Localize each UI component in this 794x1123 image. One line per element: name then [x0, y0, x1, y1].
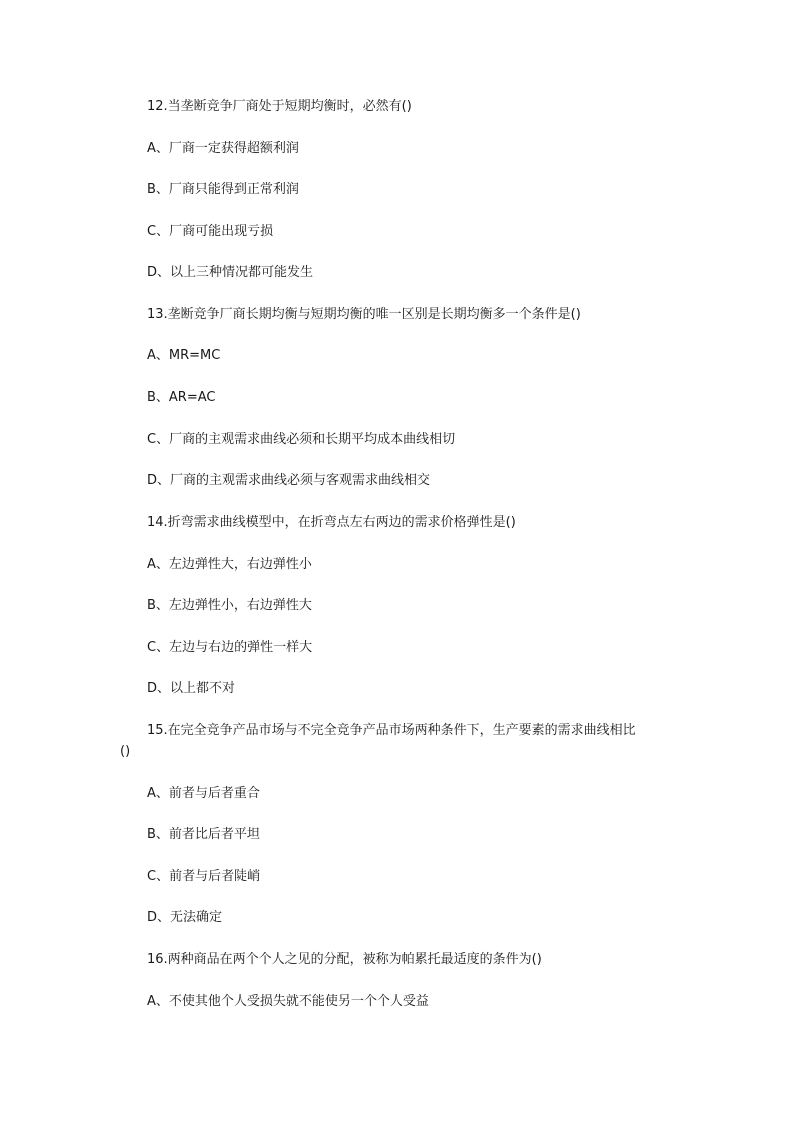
- question-12-stem: 12.当垄断竞争厂商处于短期均衡时，必然有(): [147, 99, 412, 114]
- question-14-option-a: A、左边弹性大，右边弹性小: [147, 557, 312, 572]
- question-12-option-c: C、厂商可能出现亏损: [147, 224, 274, 239]
- question-15-option-a: A、前者与后者重合: [147, 786, 260, 801]
- question-15-stem-continuation: (): [120, 744, 131, 759]
- question-12-option-d: D、以上三种情况都可能发生: [147, 265, 314, 280]
- question-15-option-b: B、前者比后者平坦: [147, 827, 260, 842]
- question-14-option-b: B、左边弹性小，右边弹性大: [147, 598, 312, 613]
- question-13-stem: 13.垄断竞争厂商长期均衡与短期均衡的唯一区别是长期均衡多一个条件是(): [147, 307, 581, 322]
- question-13-option-c: C、厂商的主观需求曲线必须和长期平均成本曲线相切: [147, 432, 456, 447]
- question-14-stem: 14.折弯需求曲线模型中，在折弯点左右两边的需求价格弹性是(): [147, 515, 516, 530]
- question-15-option-d: D、无法确定: [147, 910, 223, 925]
- question-14-option-c: C、左边与右边的弹性一样大: [147, 640, 313, 655]
- question-16-option-a: A、不使其他个人受损失就不能使另一个个人受益: [147, 994, 429, 1009]
- question-12-option-a: A、厂商一定获得超额利润: [147, 141, 299, 156]
- question-15-option-c: C、前者与后者陡峭: [147, 869, 261, 884]
- question-13-option-d: D、厂商的主观需求曲线必须与客观需求曲线相交: [147, 473, 431, 488]
- question-14-option-d: D、以上都不对: [147, 681, 236, 696]
- question-16-stem: 16.两种商品在两个个人之见的分配，被称为帕累托最适度的条件为(): [147, 952, 542, 967]
- question-13-option-a: A、MR=MC: [147, 348, 221, 363]
- question-15-stem: 15.在完全竞争产品市场与不完全竞争产品市场两种条件下，生产要素的需求曲线相比: [147, 723, 636, 738]
- question-13-option-b: B、AR=AC: [147, 390, 216, 405]
- question-12-option-b: B、厂商只能得到正常利润: [147, 182, 299, 197]
